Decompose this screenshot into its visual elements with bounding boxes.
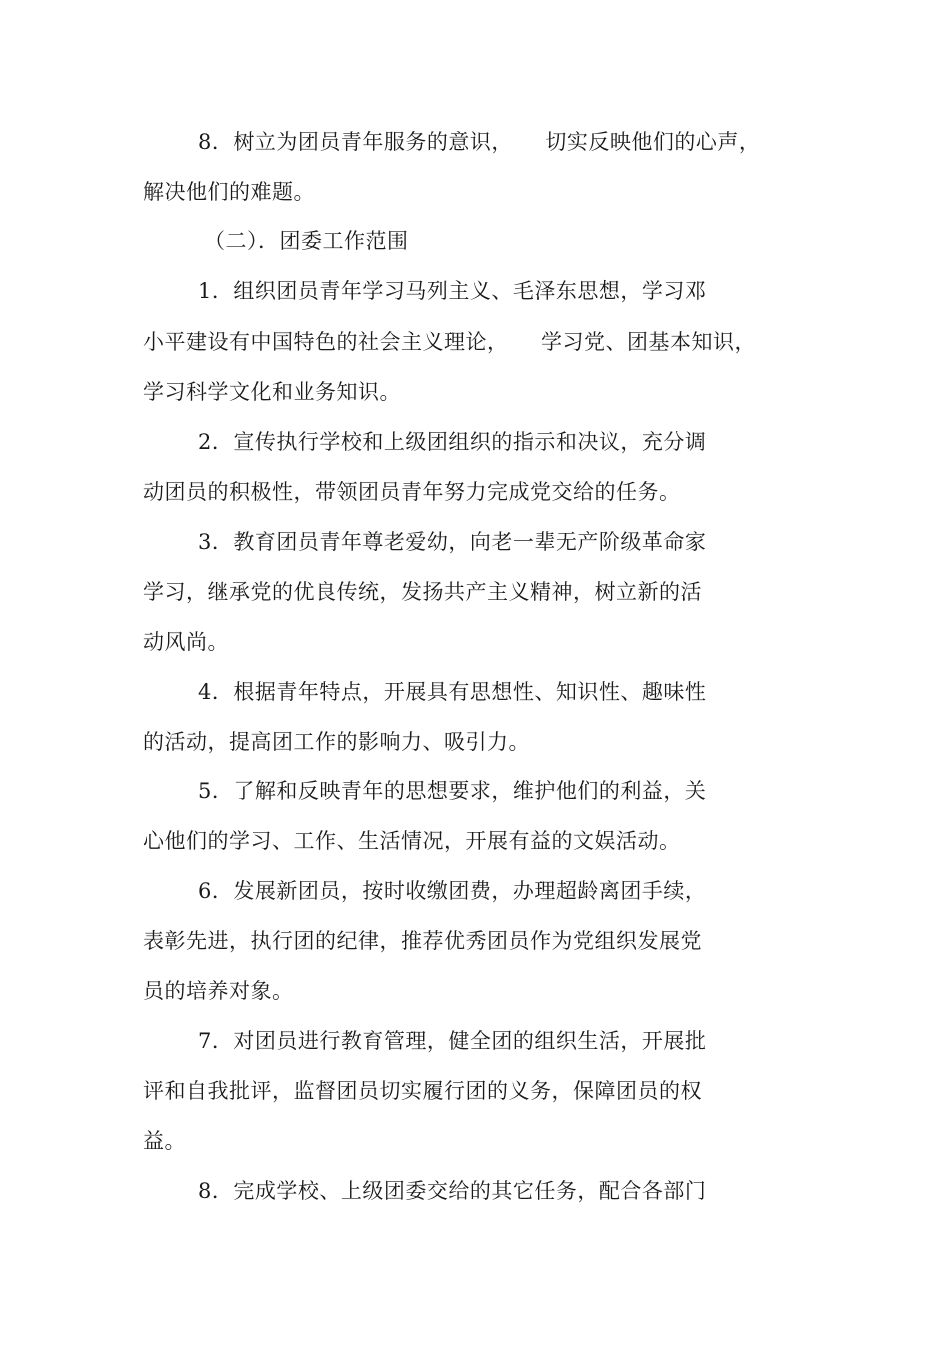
scope-item-6-line-1: 6．发展新团员，按时收缴团费，办理超龄离团手续，	[198, 879, 707, 903]
scope-item-1-line-2: 小平建设有中国特色的社会主义理论， 学习党、团基本知识，	[143, 330, 756, 354]
scope-item-5-line-2: 心他们的学习、工作、生活情况，开展有益的文娱活动。	[143, 829, 681, 853]
scope-item-7-line-1: 7．对团员进行教育管理，健全团的组织生活，开展批	[198, 1029, 707, 1053]
scope-item-6-line-3: 员的培养对象。	[143, 979, 294, 1003]
item-8-service-line-2: 解决他们的难题。	[143, 180, 315, 204]
scope-item-3-line-2: 学习，继承党的优良传统，发扬共产主义精神，树立新的活	[143, 580, 702, 604]
item-8-service-line-1: 8．树立为团员青年服务的意识， 切实反映他们的心声，	[198, 130, 761, 154]
scope-item-2-line-2: 动团员的积极性，带领团员青年努力完成党交给的任务。	[143, 480, 681, 504]
scope-item-8-line-1: 8．完成学校、上级团委交给的其它任务，配合各部门	[198, 1179, 707, 1203]
scope-item-5-line-1: 5．了解和反映青年的思想要求，维护他们的利益，关	[198, 779, 707, 803]
scope-item-6-line-2: 表彰先进，执行团的纪律，推荐优秀团员作为党组织发展党	[143, 929, 702, 953]
scope-item-7-line-2: 评和自我批评，监督团员切实履行团的义务，保障团员的权	[143, 1079, 702, 1103]
scope-item-1-line-1: 1．组织团员青年学习马列主义、毛泽东思想，学习邓	[198, 279, 707, 303]
scope-item-1-line-3: 学习科学文化和业务知识。	[143, 380, 401, 404]
section-heading-scope: （二）．团委工作范围	[204, 229, 409, 253]
scope-item-2-line-1: 2．宣传执行学校和上级团组织的指示和决议，充分调	[198, 430, 707, 454]
scope-item-7-line-3: 益。	[143, 1129, 186, 1153]
scope-item-4-line-2: 的活动，提高团工作的影响力、吸引力。	[143, 730, 530, 754]
scope-item-3-line-3: 动风尚。	[143, 630, 229, 654]
scope-item-4-line-1: 4．根据青年特点，开展具有思想性、知识性、趣味性	[198, 680, 707, 704]
scope-item-3-line-1: 3．教育团员青年尊老爱幼，向老一辈无产阶级革命家	[198, 530, 707, 554]
